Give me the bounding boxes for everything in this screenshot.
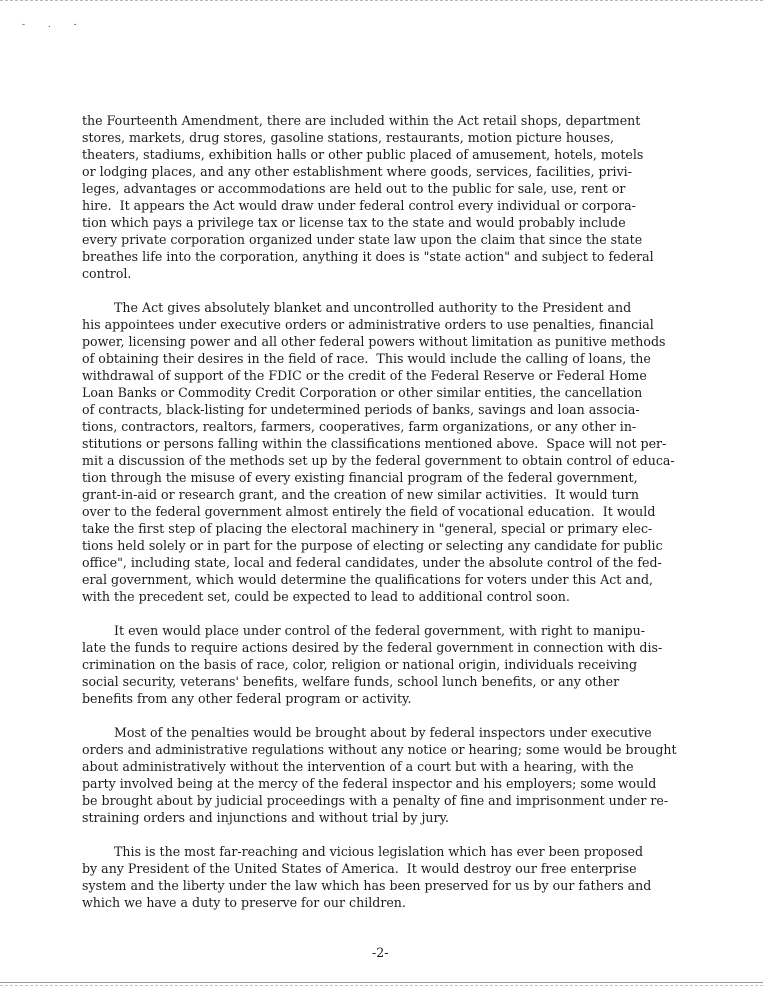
paragraph-3 (82, 622, 704, 707)
text-line: Most of the penalties would be brought about by federal inspectors under executive (82, 725, 652, 740)
text-line: breathes life into the corporation, anything it does is "state action" and subject to federal (82, 249, 654, 264)
text-line: crimination on the basis of race, color, religion or national origin, individuals receiving (82, 657, 638, 672)
text-line: control. (82, 266, 132, 281)
bottom-dashed-rule (0, 985, 763, 986)
text-line: theaters, stadiums, exhibition halls or other public placed of amusement, hotels, motels (82, 147, 644, 162)
bottom-rule (0, 982, 763, 983)
text-line: late the funds to require actions desired by the federal government in connection with dis- (82, 640, 663, 655)
text-line: withdrawal of support of the FDIC or the credit of the Federal Reserve or Federal Home (82, 368, 647, 383)
text-line: with the precedent set, could be expected to lead to additional control soon. (82, 589, 570, 604)
text-line: orders and administrative regulations without any notice or hearing; some would be brought (82, 742, 677, 757)
text-line: every private corporation organized under state law upon the claim that since the state (82, 232, 643, 247)
text-line: grant-in-aid or research grant, and the creation of new similar activities. It would turn (82, 487, 639, 502)
text-line: This is the most far-reaching and vicious legislation which has ever been proposed (82, 844, 643, 859)
paragraph-1 (82, 112, 704, 282)
text-line: by any President of the United States of America. It would destroy our free enterprise (82, 861, 637, 876)
text-line: leges, advantages or accommodations are held out to the public for sale, use, rent or (82, 181, 626, 196)
text-line: mit a discussion of the methods set up by the federal government to obtain control of educa- (82, 453, 675, 468)
text-line: tions held solely or in part for the purpose of electing or selecting any candidate for public (82, 538, 663, 553)
text-line: stores, markets, drug stores, gasoline stations, restaurants, motion picture houses, (82, 130, 615, 145)
text-line: The Act gives absolutely blanket and uncontrolled authority to the President and (82, 300, 632, 315)
text-line: over to the federal government almost entirely the field of vocational education. It would (82, 504, 656, 519)
text-line: stitutions or persons falling within the classifications mentioned above. Space will not per- (82, 436, 667, 451)
document-body (82, 112, 704, 928)
text-line: of obtaining their desires in the field of race. This would include the calling of loans, the (82, 351, 651, 366)
text-line: It even would place under control of the federal government, with right to manipu- (82, 623, 645, 638)
text-line: tions, contractors, realtors, farmers, cooperatives, farm organizations, or any other in- (82, 419, 637, 434)
text-line: his appointees under executive orders or administrative orders to use penalties, financial (82, 317, 654, 332)
text-line: tion which pays a privilege tax or license tax to the state and would probably include (82, 215, 626, 230)
text-line: straining orders and injunctions and without trial by jury. (82, 810, 449, 825)
text-line: hire. It appears the Act would draw under federal control every individual or corpora- (82, 198, 636, 213)
text-line: system and the liberty under the law which has been preserved for us by our fathers and (82, 878, 652, 893)
text-line: which we have a duty to preserve for our children. (82, 895, 406, 910)
text-line: be brought about by judicial proceedings with a penalty of fine and imprisonment under re- (82, 793, 669, 808)
paragraph-4 (82, 724, 704, 826)
text-line: Loan Banks or Commodity Credit Corporation or other similar entities, the cancellation (82, 385, 643, 400)
text-line: eral government, which would determine the qualifications for voters under this Act and, (82, 572, 654, 587)
text-line: party involved being at the mercy of the federal inspector and his employers; some would (82, 776, 657, 791)
header-marks: - . - (22, 20, 87, 30)
text-line: tion through the misuse of every existing financial program of the federal government, (82, 470, 638, 485)
text-line: power, licensing power and all other federal powers without limitation as punitive methods (82, 334, 666, 349)
top-edge-dashed-line (0, 0, 763, 1)
text-line: about administratively without the intervention of a court but with a hearing, with the (82, 759, 634, 774)
text-line: benefits from any other federal program or activity. (82, 691, 412, 706)
text-line: take the first step of placing the electoral machinery in "general, special or primary elec- (82, 521, 653, 536)
paragraph-2 (82, 299, 704, 605)
paragraph-5 (82, 843, 704, 911)
text-line: the Fourteenth Amendment, there are included within the Act retail shops, department (82, 113, 641, 128)
text-line: social security, veterans' benefits, welfare funds, school lunch benefits, or any other (82, 674, 620, 689)
text-line: office", including state, local and federal candidates, under the absolute control of the fed- (82, 555, 662, 570)
text-line: or lodging places, and any other establishment where goods, services, facilities, privi- (82, 164, 632, 179)
page-number: -2- (372, 945, 389, 960)
text-line: of contracts, black-listing for undetermined periods of banks, savings and loan associa- (82, 402, 640, 417)
